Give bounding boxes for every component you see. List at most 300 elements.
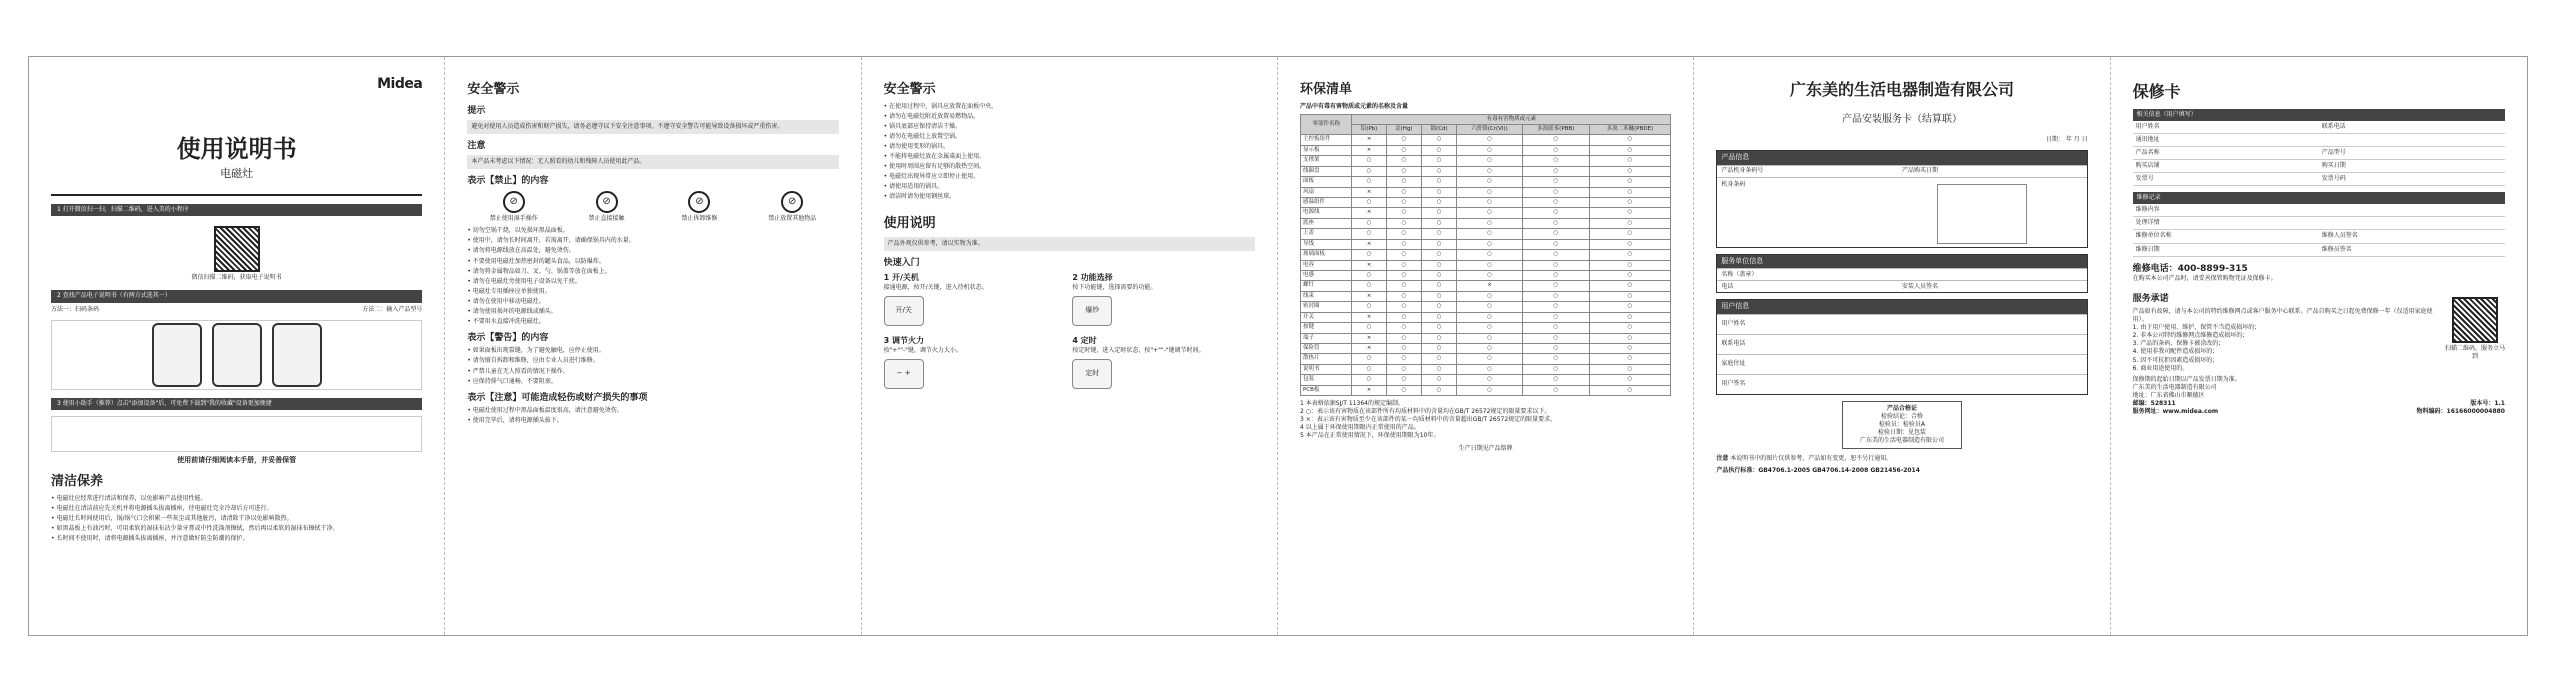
table-cell: ○ (1522, 302, 1589, 312)
table-cell: ○ (1352, 250, 1386, 260)
table-row (1300, 270, 1670, 280)
date-line: 日期： 年 月 日 (2045, 136, 2088, 144)
manual-title: 使用说明书 (176, 135, 297, 163)
table-cell: ○ (1386, 364, 1421, 374)
list-item: • 如果面板出现裂缝，为了避免触电，应停止使用。 (467, 347, 838, 355)
table-cell: ○ (1522, 291, 1589, 301)
field-label: 电话 (1721, 282, 1734, 290)
table-row (1300, 239, 1670, 249)
repair-header: 维修记录 (2133, 192, 2505, 204)
method-2: 方法二：输入产品型号 (362, 305, 423, 313)
eco-title: 环保清单 (1299, 82, 1352, 97)
table-row (1300, 312, 1670, 322)
table-cell: ○ (1522, 312, 1589, 322)
form-cell: 发票号 (2133, 173, 2226, 186)
table-row (1300, 354, 1670, 364)
table-cell: ○ (1422, 291, 1457, 301)
list-item: • 请勿在电磁灶上放置空锅。 (884, 133, 1255, 141)
quick-title: 快速入门 (883, 258, 920, 269)
table-cell: ○ (1386, 218, 1421, 228)
table-cell: ○ (1522, 364, 1589, 374)
table-cell: 面板 (1300, 177, 1351, 187)
list-item: 5. 因不可抗拒因素造成损坏的； (2132, 356, 2219, 364)
table-cell: ○ (1589, 260, 1671, 270)
table-cell: ○ (1589, 281, 1671, 291)
table-cell: 风扇 (1300, 187, 1351, 197)
table-cell: ○ (1457, 333, 1523, 343)
table-cell: ○ (1386, 385, 1421, 395)
warranty-title: 保修卡 (2132, 82, 2181, 101)
table-cell: ○ (1422, 187, 1457, 197)
section-header: 用户信息 (1717, 300, 2086, 313)
assistant-illustration (51, 416, 422, 452)
table-cell: ○ (1589, 312, 1671, 322)
table-cell: ○ (1457, 156, 1523, 166)
section-header: 服务单位信息 (1717, 255, 2086, 268)
table-cell: ○ (1386, 375, 1421, 385)
table-cell: ○ (1422, 156, 1457, 166)
safety-title-2: 安全警示 (883, 82, 936, 97)
table-cell: ○ (1589, 323, 1671, 333)
op-title: 3 调节火力 (883, 336, 925, 346)
table-row (1300, 323, 1670, 333)
table-cell: 显示板 (1300, 145, 1351, 155)
note-line: 1 本表格依据SJ/T 11364的规定编制。 (1299, 400, 1404, 408)
hazard-table (1300, 114, 1671, 396)
prohibit-icon: ⊘ (596, 191, 618, 213)
table-cell: ○ (1422, 135, 1457, 145)
table-row (1300, 250, 1670, 260)
table-cell: ○ (1457, 291, 1523, 301)
product-name: 电磁灶 (220, 167, 254, 181)
field-label: 用户签名 (1721, 379, 1746, 387)
company-name: 广东美的生活电器制造有限公司 (1789, 80, 2014, 99)
table-cell: ○ (1422, 198, 1457, 208)
list-item: • 电磁灶专用插座应单独使用。 (467, 288, 838, 296)
list-item: • 不能将电磁灶放在金属桌面上使用。 (884, 153, 1255, 161)
list-item: • 电磁灶应经常进行清洁和保养，以免影响产品使用性能。 (51, 495, 422, 503)
manual-sheet (28, 56, 2528, 636)
table-row (1300, 229, 1670, 239)
table-cell: 感温组件 (1300, 198, 1351, 208)
list-item: • 请勿在使用中移动电磁灶。 (467, 298, 838, 306)
table-cell: ○ (1352, 198, 1386, 208)
table-cell: 说明书 (1300, 364, 1351, 374)
table-cell: ○ (1589, 239, 1671, 249)
table-cell: ○ (1352, 375, 1386, 385)
safety-panel-1 (445, 57, 861, 635)
table-row (1300, 333, 1670, 343)
eco-panel (1278, 57, 1694, 635)
table-cell: ○ (1589, 166, 1671, 176)
must-label: 表示【警告】的内容 (467, 333, 549, 344)
table-cell: 线束 (1300, 291, 1351, 301)
table-cell: ○ (1422, 343, 1457, 353)
table-cell: ○ (1522, 323, 1589, 333)
table-row (1300, 385, 1670, 395)
table-cell: ○ (1457, 229, 1523, 239)
safety-list-2 (884, 103, 1255, 202)
section-header: 产品信息 (1717, 151, 2086, 164)
phone-icon (272, 323, 322, 387)
table-cell: ○ (1457, 239, 1523, 249)
table-row (1300, 208, 1670, 218)
table-row (1300, 281, 1670, 291)
list-item: • 电磁灶在清洁前应先关机并将电源插头拔离插座，待电磁灶完全冷却后方可进行。 (51, 505, 422, 513)
form-cell: 联系电话 (2319, 121, 2412, 134)
form-cell[interactable] (2412, 230, 2505, 243)
table-cell: ○ (1457, 354, 1523, 364)
cert-title: 产品合格证 (1886, 404, 1917, 412)
forbid-list (467, 227, 838, 326)
table-cell: 电容 (1300, 260, 1351, 270)
table-cell: ○ (1522, 250, 1589, 260)
prohibit-icon: ⊘ (688, 191, 710, 213)
table-cell: ○ (1422, 323, 1457, 333)
table-cell: ○ (1457, 250, 1523, 260)
table-cell: ○ (1457, 312, 1523, 322)
form-cell[interactable] (2412, 244, 2505, 257)
form-cell[interactable] (2412, 147, 2505, 160)
table-row (1300, 166, 1670, 176)
op-text: 按"+""-"键，调节火力大小。 (883, 346, 962, 354)
safety-title: 安全警示 (467, 82, 520, 97)
form-cell[interactable] (2226, 244, 2319, 257)
op-text: 接通电源，按开/关键，进入待机状态。 (883, 284, 988, 292)
power-button-illustration: 开/关 (884, 296, 924, 326)
table-cell: ○ (1457, 323, 1523, 333)
form-cell[interactable] (2226, 121, 2319, 134)
table-cell: ○ (1589, 208, 1671, 218)
form-cell[interactable] (2412, 121, 2505, 134)
eco-caption: 产品中有毒有害物质或元素的名称及含量 (1299, 102, 1408, 110)
note-line: 5 本产品在正常使用情况下，环保使用期限为10年。 (1299, 432, 1440, 440)
table-cell: ○ (1522, 177, 1589, 187)
form-cell: 产品名称 (2133, 147, 2226, 160)
table-cell: ○ (1352, 270, 1386, 280)
field-label: 安装人员签名 (1901, 282, 1938, 290)
table-cell: ○ (1589, 156, 1671, 166)
list-item: • 请勿将电源线放在高温处，避免烫伤。 (467, 247, 838, 255)
table-cell: ○ (1589, 333, 1671, 343)
table-cell: ○ (1457, 145, 1523, 155)
hazard-header: 有毒有害物质或元素 (1352, 114, 1671, 124)
form-cell[interactable] (2226, 204, 2319, 217)
table-cell: ○ (1386, 312, 1421, 322)
table-cell: ○ (1522, 208, 1589, 218)
form-cell: 用户姓名 (2133, 121, 2226, 134)
list-item: • 请使用适用的锅具。 (884, 183, 1255, 191)
form-cell[interactable] (2226, 160, 2319, 173)
material-no: 物料编码：16166000004880 (2416, 408, 2505, 416)
table-cell: 上盖 (1300, 229, 1351, 239)
table-cell: ○ (1386, 208, 1421, 218)
form-cell[interactable] (2319, 217, 2412, 230)
table-cell: ○ (1422, 354, 1457, 364)
table-cell: ○ (1589, 270, 1671, 280)
form-cell: 通讯地址 (2133, 134, 2226, 147)
table-cell: ○ (1457, 187, 1523, 197)
tip-text: 避免对使用人员造成伤害和财产损失，请务必遵守以下安全注意事项。不遵守安全警告可能导致设备损坏或严重伤害。 (467, 120, 838, 134)
list-item: • 切勿空锅干烧，以免损坏黑晶面板。 (467, 227, 838, 235)
form-cell: 维修单位名称 (2133, 230, 2226, 243)
table-cell: ○ (1386, 177, 1421, 187)
table-cell: ○ (1386, 281, 1421, 291)
form-cell[interactable] (2226, 173, 2319, 186)
table-cell: ○ (1457, 343, 1523, 353)
table-cell: ○ (1386, 333, 1421, 343)
warn-text: 本产品未考虑以下情况：无人照看的幼儿和残障人员使用此产品。 (467, 155, 838, 169)
table-cell: 密封圈 (1300, 302, 1351, 312)
list-item: 3. 产品的条码、保修卡被涂改的； (2132, 340, 2225, 348)
op-text: 按定时键，进入定时状态，按"+""-"键调节时间。 (1072, 346, 1205, 354)
form-cell[interactable] (2226, 147, 2319, 160)
repair-grid (2133, 204, 2505, 256)
table-row (1300, 291, 1670, 301)
table-cell: × (1352, 312, 1386, 322)
note-line: 2 ○：表示该有害物质在该部件所有均质材料中的含量均在GB/T 26572规定的限量要求以下。 (1299, 408, 1551, 416)
list-item: • 使用完毕后，请将电源插头拔下。 (467, 417, 838, 425)
table-cell: ○ (1457, 218, 1523, 228)
list-item: • 请勿使用损坏的电源线或插头。 (467, 308, 838, 316)
table-cell: ○ (1522, 385, 1589, 395)
table-cell: ○ (1457, 270, 1523, 280)
table-cell: ○ (1386, 291, 1421, 301)
table-cell: ○ (1422, 145, 1457, 155)
table-cell: ○ (1422, 250, 1457, 260)
cover-panel (29, 57, 445, 635)
form-cell[interactable] (2412, 160, 2505, 173)
keep-note: 使用前请仔细阅读本手册，并妥善保管 (177, 455, 297, 464)
website: 服务网址：www.midea.com (2132, 408, 2219, 416)
table-cell: 线圈盘 (1300, 166, 1351, 176)
table-cell: 电感 (1300, 270, 1351, 280)
user-info-box (1716, 299, 2087, 394)
table-cell: ○ (1589, 198, 1671, 208)
table-cell: × (1352, 291, 1386, 301)
table-cell: ○ (1522, 229, 1589, 239)
note-line: 3 ×：表示该有害物质至少在该部件的某一均质材料中的含量超出GB/T 26572规定的限量要求。 (1299, 416, 1557, 424)
timer-button-illustration: 定时 (1072, 359, 1112, 389)
op-text: 按下功能键，选择需要的功能。 (1072, 284, 1157, 292)
table-cell: ○ (1352, 229, 1386, 239)
cert-row: 检验日期：见包装 (1877, 428, 1926, 436)
list-item: • 严禁儿童在无人照看的情况下操作。 (467, 368, 838, 376)
list-item: • 不要使用电磁灶加热密封的罐头食品，以防爆炸。 (467, 258, 838, 266)
element-header: 铅(Pb) (1352, 125, 1386, 135)
cert-company: 广东美的生活电器制造有限公司 (1859, 436, 1944, 444)
table-cell: × (1352, 239, 1386, 249)
prohibit-icon: ⊘ (503, 191, 525, 213)
list-item: • 清洁时请勿使用钢丝球。 (884, 193, 1255, 201)
table-cell: ○ (1386, 135, 1421, 145)
op-title: 4 定时 (1072, 336, 1097, 346)
table-cell: × (1352, 333, 1386, 343)
table-cell: ○ (1422, 302, 1457, 312)
list-item: 2. 非本公司特约维修网点维修造成损坏的； (2132, 332, 2249, 340)
element-header: 多溴联苯(PBB) (1522, 125, 1589, 135)
table-cell: 支撑架 (1300, 156, 1351, 166)
part-col-header: 零部件名称 (1300, 114, 1351, 135)
form-cell[interactable] (2412, 204, 2505, 217)
table-row (1300, 187, 1670, 197)
form-cell: 维修人员签名 (2319, 230, 2412, 243)
table-cell: 主控板组件 (1300, 135, 1351, 145)
table-cell: ○ (1352, 166, 1386, 176)
form-cell[interactable] (2319, 134, 2412, 147)
table-cell: ○ (1457, 177, 1523, 187)
table-cell: ○ (1422, 364, 1457, 374)
table-cell: ○ (1522, 343, 1589, 353)
table-cell: ○ (1386, 156, 1421, 166)
table-cell: ○ (1422, 208, 1457, 218)
table-cell: ○ (1522, 145, 1589, 155)
forbid-label: 表示【禁止】的内容 (467, 176, 549, 187)
table-cell: 玻璃面板 (1300, 250, 1351, 260)
eco-footer: 生产日期见产品铭牌 (1458, 444, 1513, 452)
form-cell[interactable] (2412, 134, 2505, 147)
op-function (1072, 273, 1255, 330)
table-cell: ○ (1522, 333, 1589, 343)
form-cell[interactable] (2226, 134, 2319, 147)
table-cell: ○ (1589, 218, 1671, 228)
table-cell: 开关 (1300, 312, 1351, 322)
table-row (1300, 364, 1670, 374)
table-cell: × (1352, 208, 1386, 218)
table-row (1300, 156, 1670, 166)
table-cell: ○ (1457, 135, 1523, 145)
table-row (1300, 218, 1670, 228)
op-title: 2 功能选择 (1072, 273, 1113, 283)
table-cell: ○ (1386, 343, 1421, 353)
table-cell: 保险管 (1300, 343, 1351, 353)
form-cell[interactable] (2319, 204, 2412, 217)
op-timer (1072, 336, 1255, 393)
list-item: 4. 使用非我司配件造成损坏的； (2132, 348, 2219, 356)
table-cell: ○ (1522, 270, 1589, 280)
form-cell[interactable] (2226, 217, 2319, 230)
table-row (1300, 135, 1670, 145)
table-cell: ○ (1352, 302, 1386, 312)
table-cell: × (1457, 281, 1523, 291)
table-row (1300, 145, 1670, 155)
list-item: • 不要用水直接冲洗电磁灶。 (467, 318, 838, 326)
form-cell[interactable] (2412, 173, 2505, 186)
table-cell: × (1352, 187, 1386, 197)
table-cell: ○ (1522, 135, 1589, 145)
table-cell: ○ (1522, 375, 1589, 385)
table-cell: 端子 (1300, 333, 1351, 343)
table-cell: × (1352, 145, 1386, 155)
table-cell: ○ (1352, 177, 1386, 187)
qr-code (214, 226, 260, 272)
form-cell: 维修日期 (2133, 244, 2226, 257)
form-cell: 发票号码 (2319, 173, 2412, 186)
table-cell: 底座 (1300, 218, 1351, 228)
field-label: 联系电话 (1721, 339, 1746, 347)
table-cell: ○ (1386, 302, 1421, 312)
list-item: 6. 商业用途使用的。 (2132, 364, 2189, 372)
use-title: 使用说明 (883, 216, 936, 232)
clean-list (51, 495, 422, 543)
divider (51, 194, 422, 196)
function-button-illustration: 爆炒 (1072, 296, 1112, 326)
table-cell: ○ (1457, 385, 1523, 395)
table-cell: ○ (1422, 281, 1457, 291)
form-cell[interactable] (2412, 217, 2505, 230)
note-label: 注意 (1716, 454, 1729, 462)
element-header: 六价铬(Cr(VI)) (1457, 125, 1523, 135)
table-row (1300, 375, 1670, 385)
eco-notes (1300, 400, 1671, 440)
use-note: 产品外观仅供参考，请以实物为准。 (884, 237, 1255, 251)
table-cell: ○ (1386, 250, 1421, 260)
op-power-level (884, 336, 1067, 393)
table-cell: ○ (1386, 187, 1421, 197)
standards-line: 产品执行标准：GB4706.1-2005 GB4706.14-2008 GB21456-2014 (1716, 467, 1920, 475)
table-cell: ○ (1386, 166, 1421, 176)
table-cell: ○ (1422, 385, 1457, 395)
address: 地址：广东省佛山市顺德区 (2132, 391, 2205, 399)
list-item: • 请勿使用变形的锅具。 (884, 143, 1255, 151)
product-info-box (1716, 150, 2087, 247)
table-cell: ○ (1352, 156, 1386, 166)
table-cell: ○ (1422, 239, 1457, 249)
notice-label: 表示【注意】可能造成轻伤或财产损失的事项 (467, 392, 648, 403)
table-cell: ○ (1386, 198, 1421, 208)
op-power (884, 273, 1067, 330)
list-item: • 应保持排气口通畅，不要阻塞。 (467, 378, 838, 386)
phone-icon (152, 323, 202, 387)
postcode: 邮编：528311 (2132, 400, 2176, 408)
table-cell: ○ (1522, 166, 1589, 176)
table-cell: ○ (1457, 375, 1523, 385)
form-cell[interactable] (2226, 230, 2319, 243)
list-item: • 请勿擅自拆卸和维修，应由专业人员进行维修。 (467, 357, 838, 365)
policy: 保修期的起始日期以产品发票日期为准。 (2132, 375, 2241, 383)
table-row (1300, 177, 1670, 187)
table-cell: ○ (1422, 229, 1457, 239)
note-text: 本说明书中的图片仅供参考，产品如有变更，恕不另行通知。 (1730, 454, 1893, 462)
must-list (467, 347, 838, 385)
table-cell: ○ (1522, 218, 1589, 228)
note-line: 4 以上属于环保使用期限内正常使用的产品。 (1299, 424, 1420, 432)
user-info-grid (2133, 121, 2505, 186)
element-header: 多溴二苯醚(PBDE) (1589, 125, 1671, 135)
table-cell: ○ (1422, 375, 1457, 385)
phone-illustrations (51, 320, 422, 390)
list-item: • 请勿在电磁灶附近放置易燃物品。 (884, 113, 1255, 121)
table-cell: ○ (1522, 156, 1589, 166)
table-cell: ○ (1589, 302, 1671, 312)
table-cell: ○ (1589, 229, 1671, 239)
table-cell: ○ (1589, 343, 1671, 353)
table-cell: ○ (1386, 260, 1421, 270)
service-text: 产品如有故障，请与本公司的特约维修网点或客户服务中心联系。产品自购买之日起免费保修一年（仅适用家庭使用）。 (2132, 308, 2433, 324)
table-cell: ○ (1457, 364, 1523, 374)
tip-label: 提示 (467, 105, 486, 116)
table-cell: ○ (1422, 270, 1457, 280)
version: 版本号：1.1 (2470, 400, 2505, 408)
field-label: 名称（盖章） (1721, 270, 1758, 278)
form-cell: 维修内容 (2133, 204, 2226, 217)
form-cell: 处理详情 (2133, 217, 2226, 230)
plus-minus-illustration: − + (884, 359, 924, 389)
table-cell: ○ (1522, 187, 1589, 197)
list-item: • 电磁灶长时间使用后，锅/锅气口会积累一些灰尘或其他脏污，请清除干净以免影响散热。 (51, 515, 422, 523)
list-item: • 在使用过程中，锅具应放置在面板中央。 (884, 103, 1255, 111)
cert-row: 检验结论：合格 (1880, 412, 1923, 420)
